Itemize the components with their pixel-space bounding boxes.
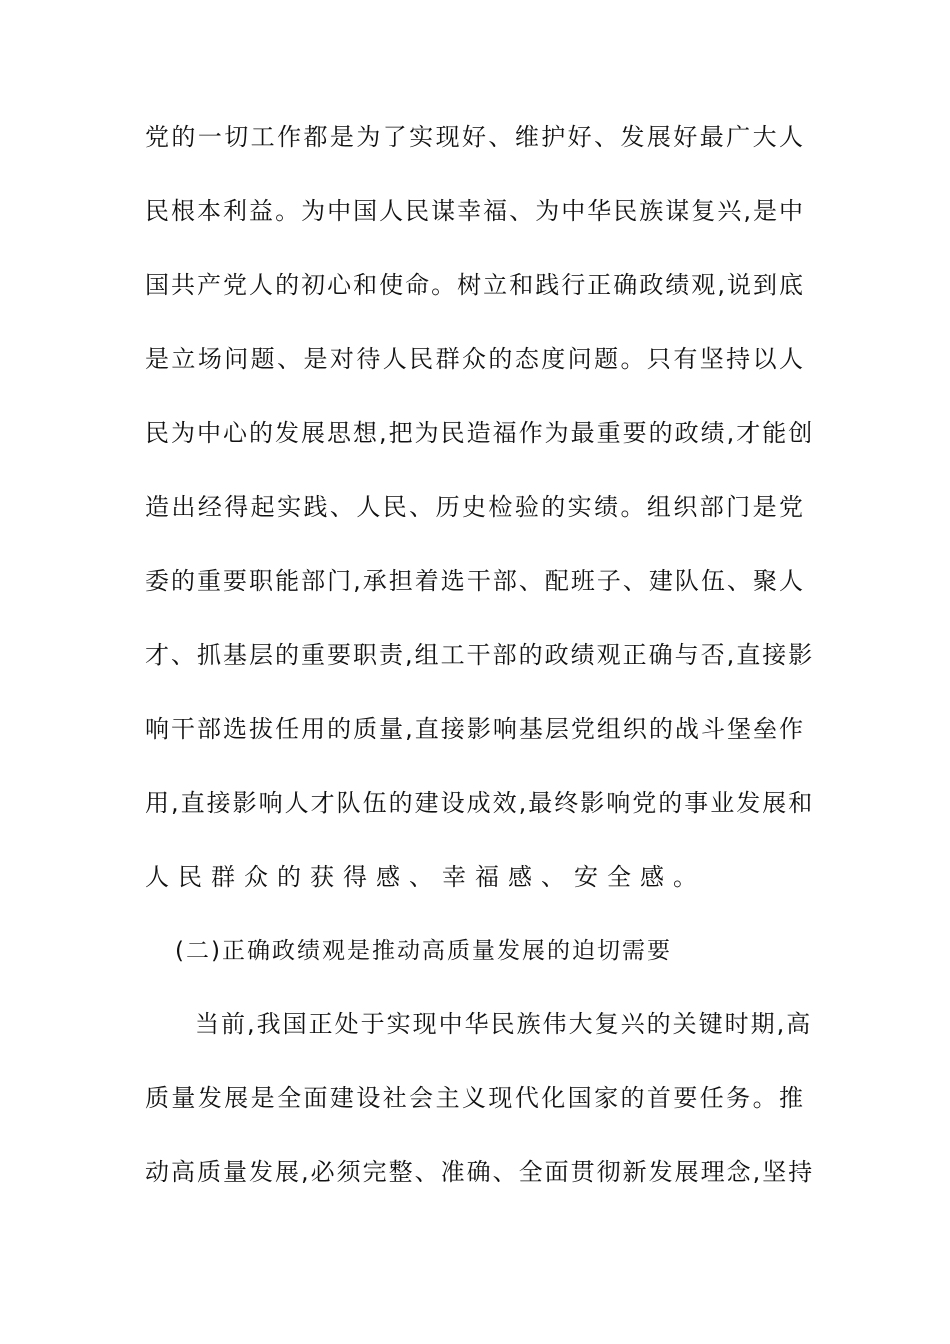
text-line: 用,直接影响人才队伍的建设成效,最终影响党的事业发展和 bbox=[145, 789, 815, 817]
text-line: 委的重要职能部门,承担着选干部、配班子、建队伍、聚人 bbox=[145, 567, 805, 595]
text-line: 造出经得起实践、人民、历史检验的实绩。组织部门是党 bbox=[145, 493, 805, 521]
section-heading: (二)正确政绩观是推动高质量发展的迫切需要 bbox=[175, 938, 672, 964]
text-line: 人民群众的获得感、幸福感、安全感。 bbox=[145, 863, 706, 891]
text-line: 国共产党人的初心和使命。树立和践行正确政绩观,说到底 bbox=[145, 271, 805, 299]
text-line: 响干部选拔任用的质量,直接影响基层党组织的战斗堡垒作 bbox=[145, 715, 805, 743]
text-line: 党的一切工作都是为了实现好、维护好、发展好最广大人 bbox=[145, 123, 805, 151]
text-line: 才、抓基层的重要职责,组工干部的政绩观正确与否,直接影 bbox=[145, 641, 815, 669]
text-line: 民为中心的发展思想,把为民造福作为最重要的政绩,才能创 bbox=[145, 419, 815, 447]
text-line: 质量发展是全面建设社会主义现代化国家的首要任务。推 bbox=[145, 1084, 805, 1112]
text-line: 民根本利益。为中国人民谋幸福、为中华民族谋复兴,是中 bbox=[145, 197, 805, 225]
text-line: 动高质量发展,必须完整、准确、全面贯彻新发展理念,坚持 bbox=[145, 1158, 815, 1186]
text-line: 是立场问题、是对待人民群众的态度问题。只有坚持以人 bbox=[145, 345, 805, 373]
text-line: 当前,我国正处于实现中华民族伟大复兴的关键时期,高 bbox=[195, 1010, 813, 1038]
